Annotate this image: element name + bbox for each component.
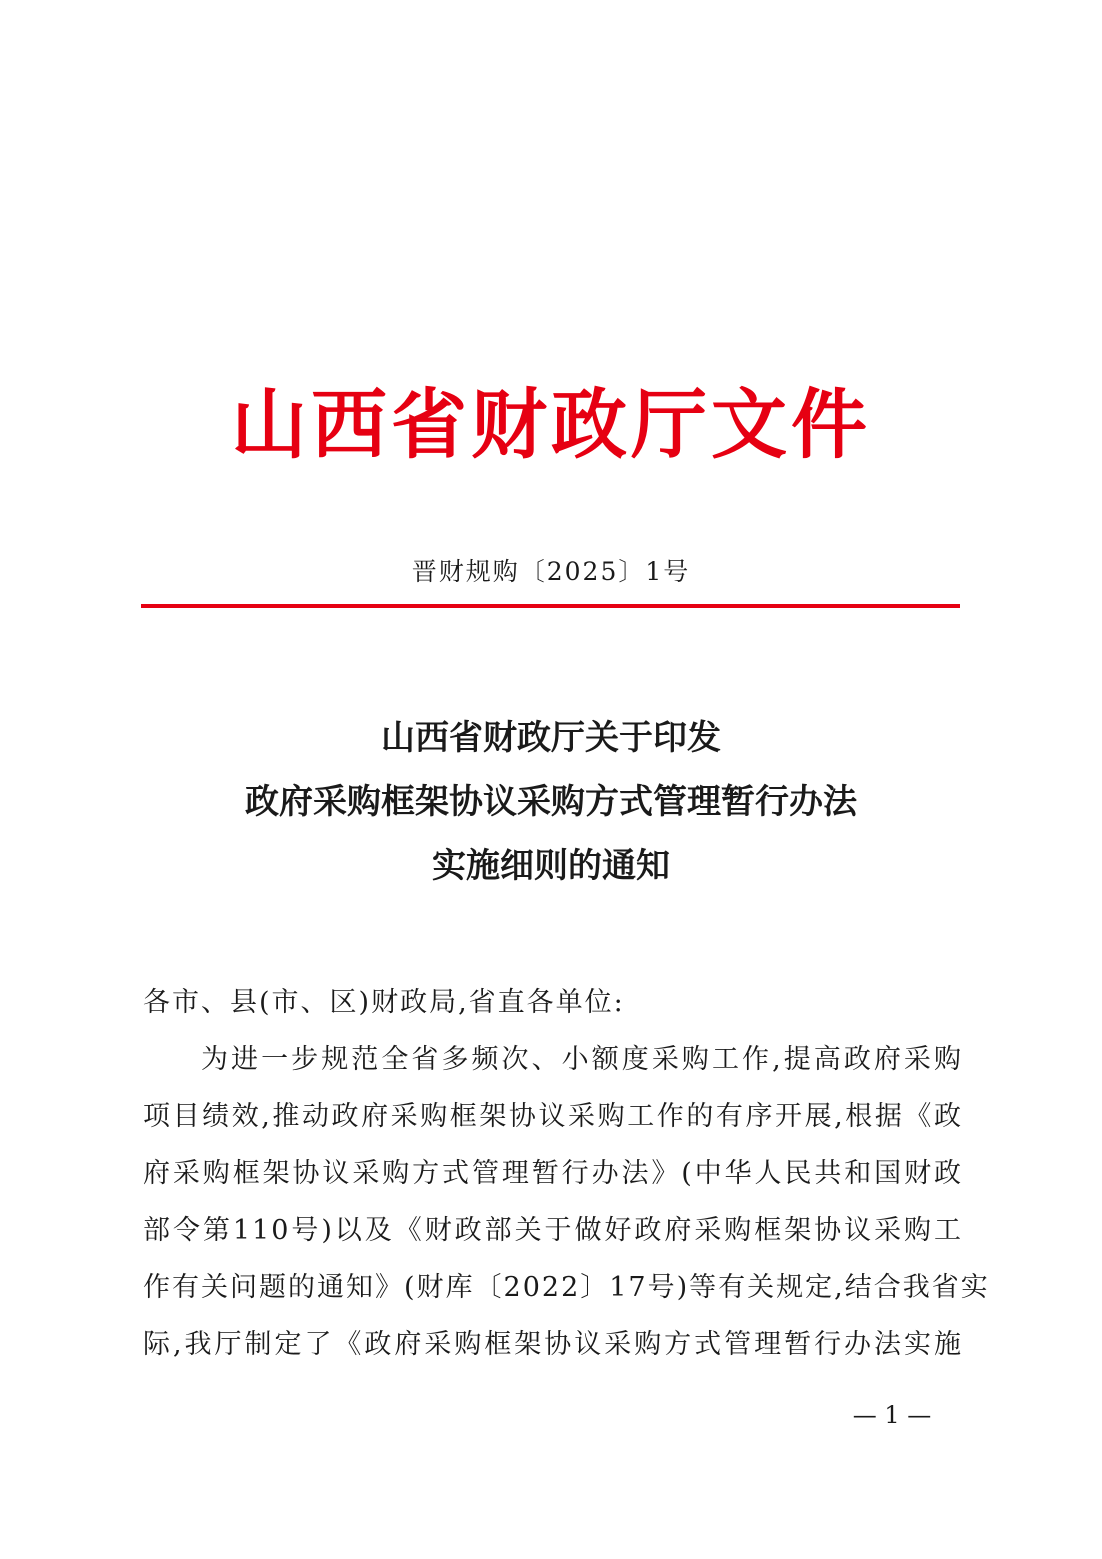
document-title-line-1: 山西省财政厅关于印发: [381, 718, 721, 758]
body-line: 际,我厅制定了《政府采购框架协议采购方式管理暂行办法实施: [143, 1329, 963, 1360]
document-body: [143, 974, 990, 1373]
document-title-line-2: 政府采购框架协议采购方式管理暂行办法: [245, 782, 857, 822]
document-number: 晋财规购〔2025〕1号: [411, 557, 691, 586]
body-line: 作有关问题的通知》(财库〔2022〕17号)等有关规定,结合我省实: [143, 1272, 990, 1303]
document-title-line-3: 实施细则的通知: [432, 846, 670, 886]
page-number: — 1 —: [852, 1401, 932, 1429]
body-line: 项目绩效,推动政府采购框架协议采购工作的有序开展,根据《政: [143, 1101, 963, 1132]
document-header-title: 山西省财政厅文件: [231, 380, 871, 469]
body-line: 府采购框架协议采购方式管理暂行办法》(中华人民共和国财政: [143, 1158, 963, 1189]
red-separator-line: [141, 604, 960, 608]
body-line: 部令第110号)以及《财政部关于做好政府采购框架协议采购工: [143, 1215, 963, 1246]
body-line: 为进一步规范全省多频次、小额度采购工作,提高政府采购: [201, 1044, 963, 1075]
salutation: 各市、县(市、区)财政局,省直各单位:: [143, 987, 625, 1018]
document-title: [0, 706, 1102, 898]
